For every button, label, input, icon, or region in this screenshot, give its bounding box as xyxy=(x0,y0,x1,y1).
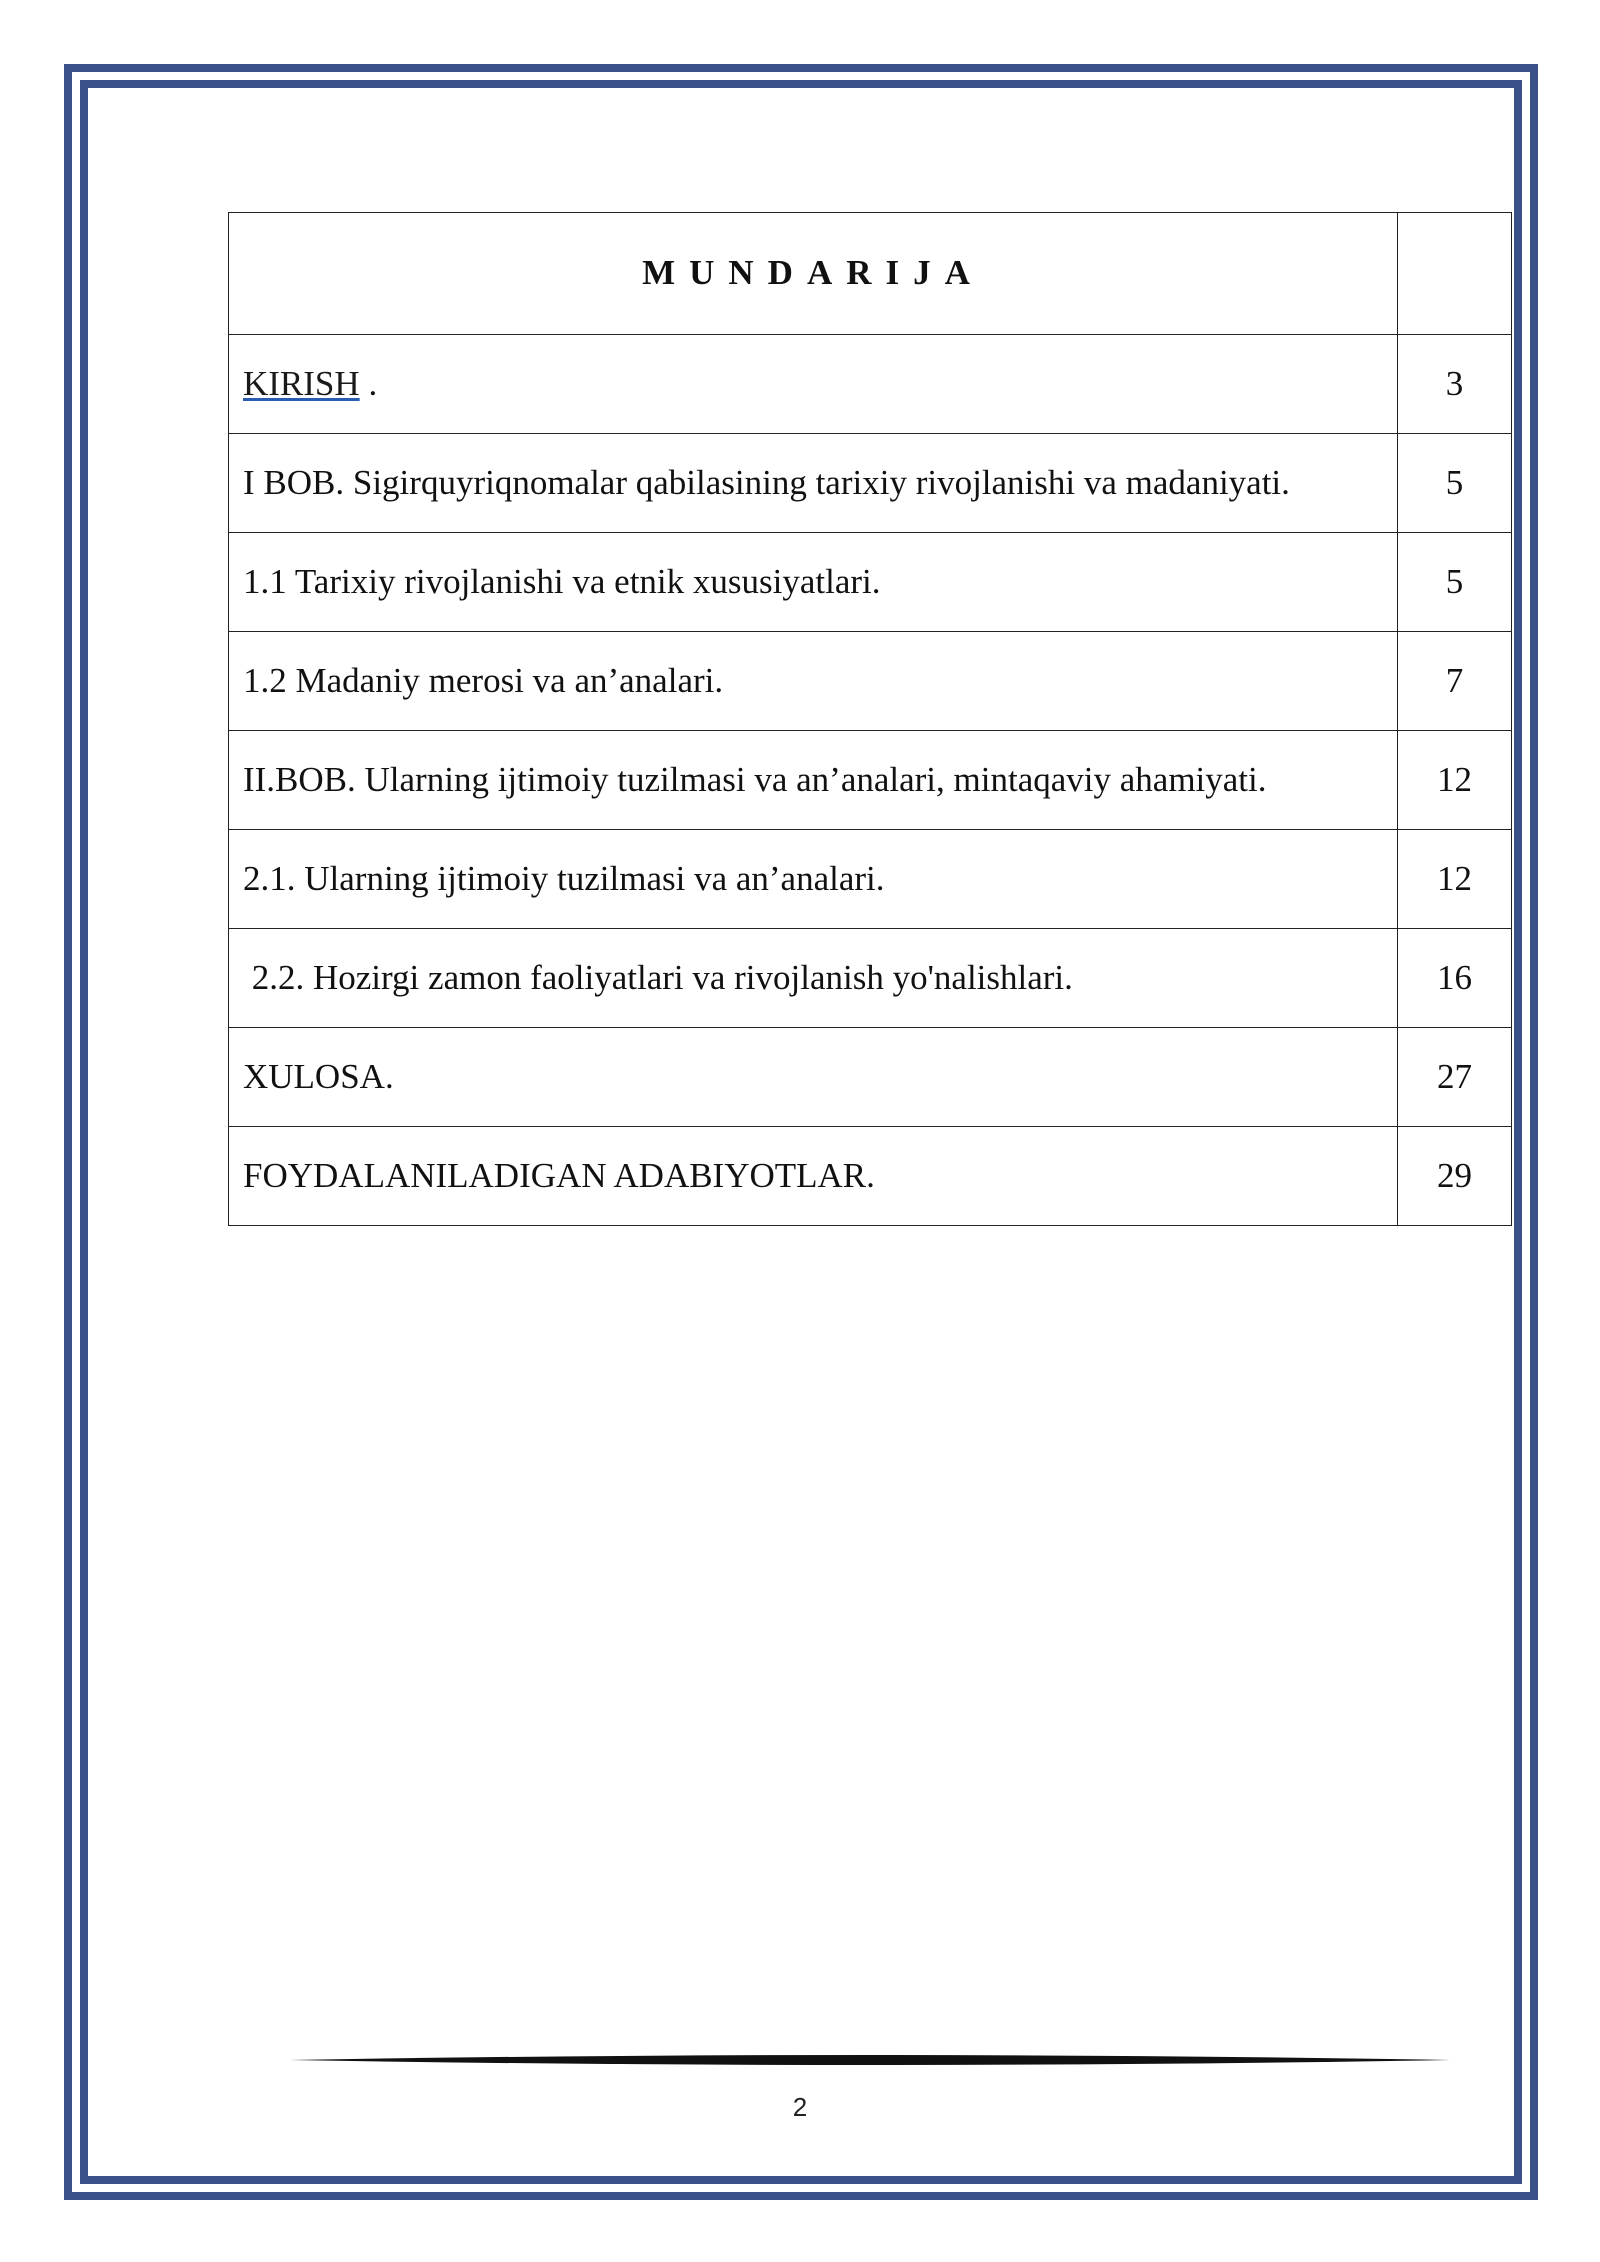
toc-entry-title xyxy=(229,335,1398,434)
toc-row-section-2-1 xyxy=(229,830,1512,929)
toc-row-xulosa xyxy=(229,1028,1512,1127)
footer-decorative-rule xyxy=(290,2052,1450,2068)
toc-entry-title: II.BOB. Ularning ijtimoiy tuzilmasi va an’analari, mintaqaviy ahamiyati. xyxy=(229,731,1398,830)
toc-entry-page: 12 xyxy=(1398,830,1512,929)
toc-entry-title: 1.1 Tarixiy rivojlanishi va etnik xususiyatlari. xyxy=(229,533,1398,632)
toc-entry-page: 12 xyxy=(1398,731,1512,830)
toc-row-section-1-2 xyxy=(229,632,1512,731)
toc-entry-title: 1.2 Madaniy merosi va an’analari. xyxy=(229,632,1398,731)
toc-header-empty-cell xyxy=(1398,213,1512,335)
toc-entry-title: I BOB. Sigirquyriqnomalar qabilasining tarixiy rivojlanishi va madaniyati. xyxy=(229,434,1398,533)
toc-entry-page: 16 xyxy=(1398,929,1512,1028)
toc-entry-suffix: . xyxy=(359,363,378,403)
toc-entry-page: 3 xyxy=(1398,335,1512,434)
toc-link-kirish[interactable]: KIRISH xyxy=(243,363,360,403)
table-of-contents xyxy=(228,212,1512,1226)
toc-row-kirish xyxy=(229,335,1512,434)
toc-row-bibliography xyxy=(229,1127,1512,1226)
toc-entry-page: 27 xyxy=(1398,1028,1512,1127)
toc-entry-page: 5 xyxy=(1398,533,1512,632)
toc-header-row xyxy=(229,213,1512,335)
toc-row-section-1-1 xyxy=(229,533,1512,632)
toc-entry-page: 5 xyxy=(1398,434,1512,533)
toc-entry-page: 7 xyxy=(1398,632,1512,731)
toc-row-section-2-2 xyxy=(229,929,1512,1028)
toc-entry-title: XULOSA. xyxy=(229,1028,1398,1127)
toc-entry-page: 29 xyxy=(1398,1127,1512,1226)
toc-entry-title: 2.2. Hozirgi zamon faoliyatlari va rivojlanish yo'nalishlari. xyxy=(229,929,1398,1028)
toc-heading: MUNDARIJA xyxy=(229,213,1398,335)
toc-entry-title: FOYDALANILADIGAN ADABIYOTLAR. xyxy=(229,1127,1398,1226)
toc-row-chapter-2 xyxy=(229,731,1512,830)
page-number: 2 xyxy=(792,2092,808,2122)
toc-entry-title: 2.1. Ularning ijtimoiy tuzilmasi va an’analari. xyxy=(229,830,1398,929)
toc-row-chapter-1 xyxy=(229,434,1512,533)
